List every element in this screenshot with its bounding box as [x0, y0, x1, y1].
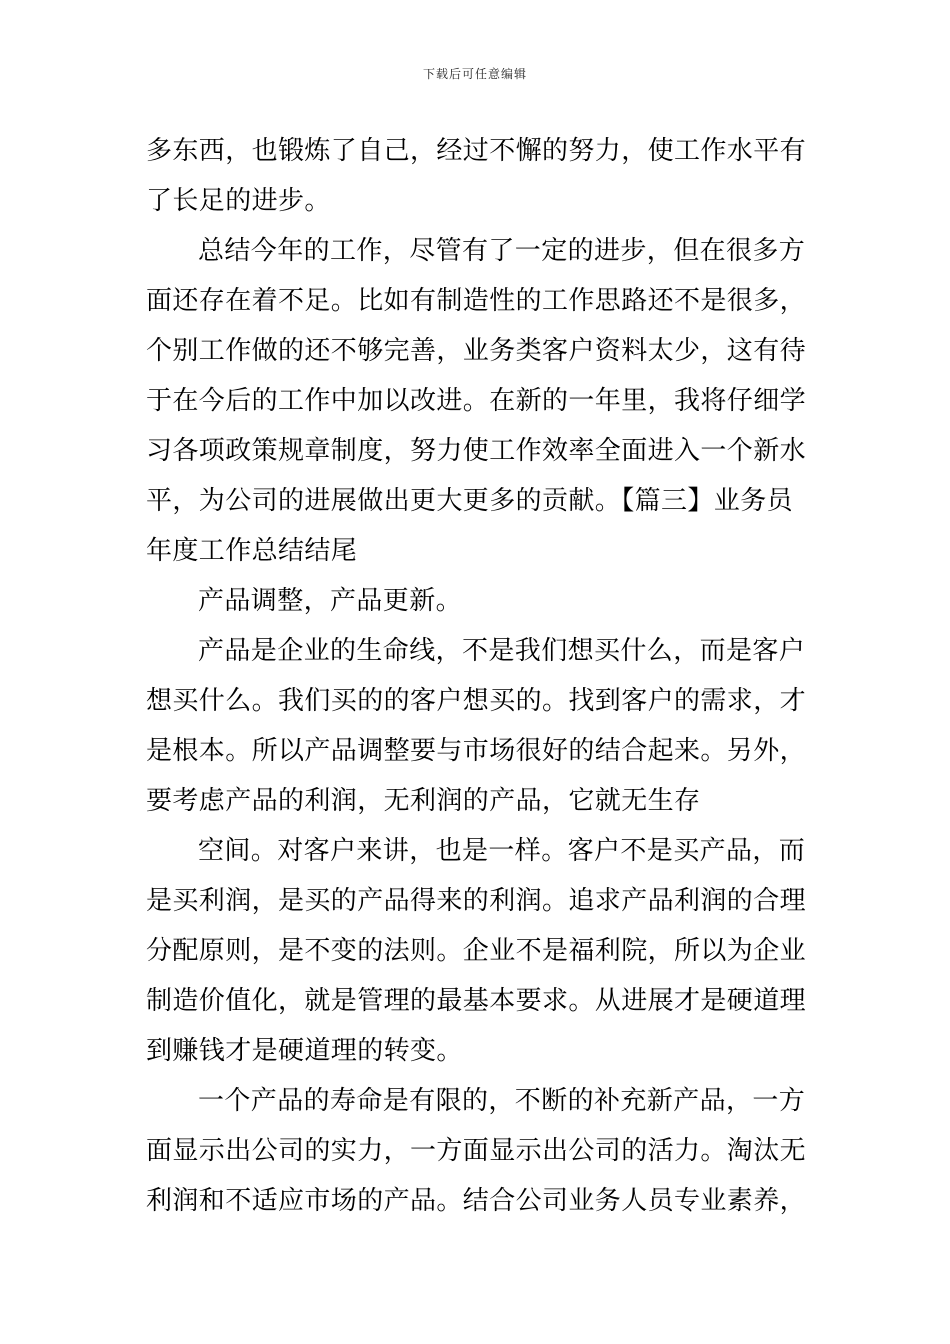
text-line: 到赚钱才是硬道理的转变。 — [146, 1036, 463, 1066]
text-line: 产品调整，产品更新。 — [198, 586, 463, 616]
text-line: 个别工作做的还不够完善，业务类客户资料太少，这有待 — [146, 336, 806, 366]
text-line: 制造价值化，就是管理的最基本要求。从进展才是硬道理 — [146, 986, 806, 1016]
text-line: 分配原则，是不变的法则。企业不是福利院，所以为企业 — [146, 936, 806, 966]
text-line: 面还存在着不足。比如有制造性的工作思路还不是很多， — [146, 286, 806, 316]
text-line: 空间。对客户来讲，也是一样。客户不是买产品，而 — [198, 836, 806, 866]
text-line: 一个产品的寿命是有限的，不断的补充新产品，一方 — [198, 1086, 806, 1116]
text-line: 想买什么。我们买的的客户想买的。找到客户的需求，才 — [146, 686, 806, 716]
text-line: 是根本。所以产品调整要与市场很好的结合起来。另外， — [146, 736, 806, 766]
text-line: 平，为公司的进展做出更大更多的贡献。【篇三】业务员 — [146, 486, 794, 516]
text-line: 要考虑产品的利润，无利润的产品，它就无生存 — [146, 786, 701, 816]
text-line: 利润和不适应市场的产品。结合公司业务人员专业素养， — [146, 1186, 806, 1216]
text-line: 多东西，也锻炼了自己，经过不懈的努力，使工作水平有 — [146, 136, 806, 166]
text-line: 产品是企业的生命线，不是我们想买什么，而是客户 — [198, 636, 806, 666]
body-text — [146, 126, 806, 1226]
text-line: 习各项政策规章制度，努力使工作效率全面进入一个新水 — [146, 436, 806, 466]
text-line: 于在今后的工作中加以改进。在新的一年里，我将仔细学 — [146, 386, 806, 416]
text-line: 面显示出公司的实力，一方面显示出公司的活力。淘汰无 — [146, 1136, 806, 1166]
text-line: 了长足的进步。 — [146, 186, 331, 216]
text-line: 是买利润，是买的产品得来的利润。追求产品利润的合理 — [146, 886, 806, 916]
text-line: 年度工作总结结尾 — [146, 536, 358, 566]
text-line: 总结今年的工作，尽管有了一定的进步，但在很多方 — [198, 236, 806, 266]
page-header: 下载后可任意编辑 — [422, 67, 527, 81]
